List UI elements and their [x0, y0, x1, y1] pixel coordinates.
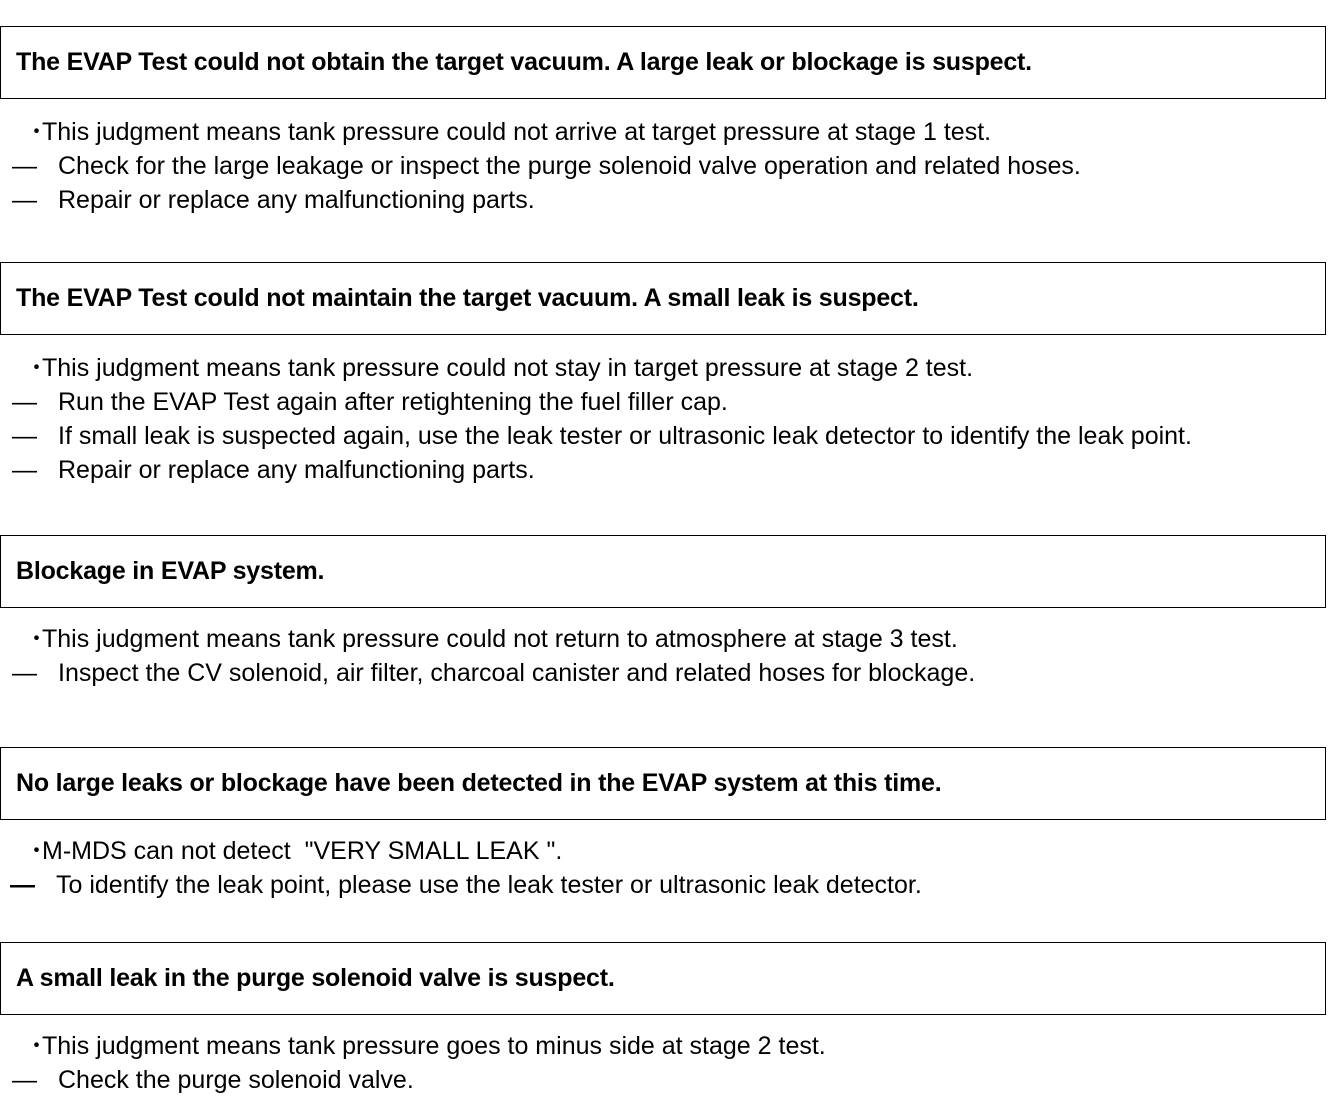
section-body	[0, 834, 1326, 902]
dash-icon: —	[12, 456, 37, 484]
bullet-text: This judgment means tank pressure could not return to atmosphere at stage 3 test.	[42, 625, 958, 653]
bullet-text: This judgment means tank pressure goes to minus side at stage 2 test.	[42, 1032, 826, 1060]
section-title-box	[0, 26, 1326, 99]
section-title: A small leak in the purge solenoid valve is suspect.	[16, 964, 615, 992]
dash-icon: —	[12, 152, 37, 180]
step-text: Run the EVAP Test again after retightening the fuel filler cap.	[58, 388, 728, 416]
section-body	[0, 351, 1326, 487]
section-title-box	[0, 747, 1326, 820]
step-line	[0, 1063, 1326, 1097]
section-title: The EVAP Test could not obtain the target vacuum. A large leak or blockage is suspect.	[16, 48, 1032, 76]
step-line	[0, 453, 1326, 487]
section-title-box	[0, 942, 1326, 1015]
step-line	[0, 419, 1326, 453]
bullet-line	[0, 834, 1326, 868]
dash-icon: —	[10, 871, 35, 899]
dash-icon: —	[12, 186, 37, 214]
dash-icon: —	[12, 388, 37, 416]
dash-icon: —	[12, 422, 37, 450]
bullet-icon: ・	[24, 837, 50, 865]
section-title: No large leaks or blockage have been detected in the EVAP system at this time.	[16, 769, 942, 797]
section-title: Blockage in EVAP system.	[16, 557, 325, 585]
bullet-text: M-MDS can not detect "VERY SMALL LEAK ".	[42, 837, 563, 865]
bullet-line	[0, 115, 1326, 149]
dash-icon: —	[12, 659, 37, 687]
bullet-line	[0, 622, 1326, 656]
section-body	[0, 1029, 1326, 1097]
section-small-leak	[0, 262, 1326, 487]
section-title-box	[0, 262, 1326, 335]
section-blockage	[0, 535, 1326, 690]
step-text: Repair or replace any malfunctioning parts.	[58, 186, 535, 214]
section-title-box	[0, 535, 1326, 608]
bullet-icon: ・	[24, 1032, 50, 1060]
dash-icon: —	[12, 1066, 37, 1094]
bullet-icon: ・	[24, 354, 50, 382]
step-line	[0, 149, 1326, 183]
step-line	[0, 183, 1326, 217]
bullet-text: This judgment means tank pressure could not stay in target pressure at stage 2 test.	[42, 354, 974, 382]
bullet-icon: ・	[24, 118, 50, 146]
section-body	[0, 622, 1326, 690]
section-body	[0, 115, 1326, 217]
step-text: Check for the large leakage or inspect the purge solenoid valve operation and related hoses.	[58, 152, 1081, 180]
step-line	[0, 868, 1326, 902]
section-large-leak	[0, 26, 1326, 217]
section-purge-valve	[0, 942, 1326, 1097]
step-text: Repair or replace any malfunctioning parts.	[58, 456, 535, 484]
bullet-line	[0, 1029, 1326, 1063]
section-no-leak	[0, 747, 1326, 902]
step-text: Inspect the CV solenoid, air filter, charcoal canister and related hoses for blockage.	[58, 659, 976, 687]
section-title: The EVAP Test could not maintain the target vacuum. A small leak is suspect.	[16, 284, 919, 312]
step-line	[0, 656, 1326, 690]
bullet-text: This judgment means tank pressure could not arrive at target pressure at stage 1 test.	[42, 118, 992, 146]
step-text: To identify the leak point, please use the leak tester or ultrasonic leak detector.	[56, 871, 922, 899]
step-text: Check the purge solenoid valve.	[58, 1066, 414, 1094]
bullet-line	[0, 351, 1326, 385]
bullet-icon: ・	[24, 625, 50, 653]
step-text: If small leak is suspected again, use the leak tester or ultrasonic leak detector to identify the leak point.	[58, 422, 1192, 450]
step-line	[0, 385, 1326, 419]
